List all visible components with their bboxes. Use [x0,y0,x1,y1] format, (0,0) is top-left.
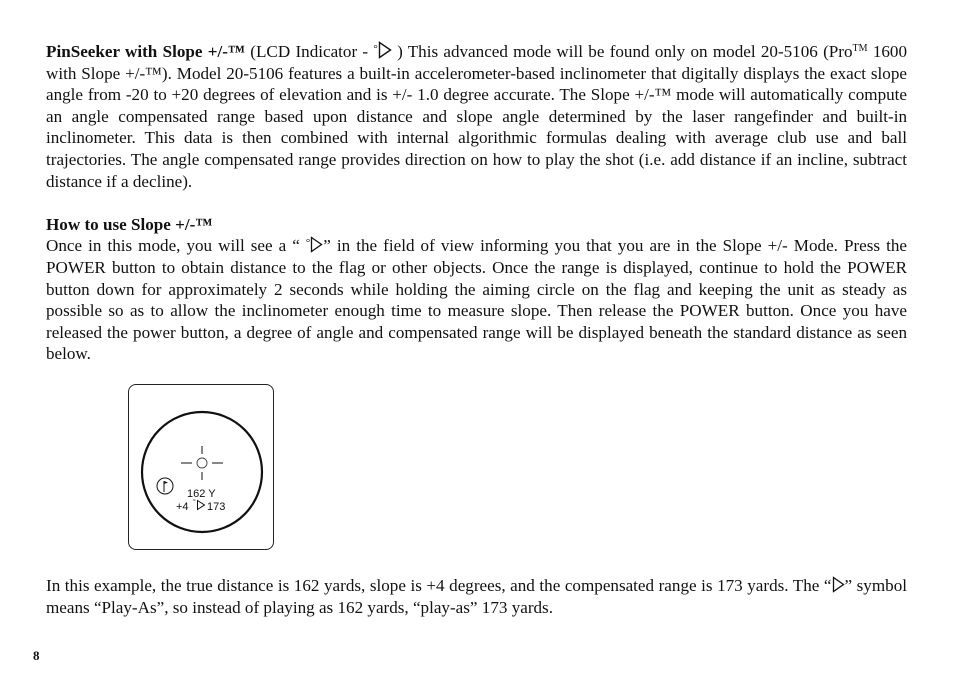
trademark-superscript: TM [852,43,868,54]
example-text-start: In this example, the true distance is 162 yards, slope is +4 degrees, and the compensated range is 173 yards. The “ [46,576,832,595]
slope-description-text: 1600 with Slope +/-™). Model 20-5106 features a built-in accelerometer-based inclinometer that digitally displays the exact slope angle from -20 to +20 degrees of elevation and is +/- 1.0 degree accurate. The Slope +/-™ mode will automatically compute an angle compensated range based upon distance and slope angle determined by the laser rangefinder and built-in inclinometer. This data is then combined with internal algorithmic formulas dealing with average club use and ball trajectories. The angle compensated range provides direction on how to play the shot (i.e. add distance if an incline, subtract distance if a decline). [46,42,908,191]
play-as-triangle-icon [832,576,845,593]
pinseeker-slope-paragraph [46,41,907,192]
page-number: 8 [33,648,40,663]
lcd-display-illustration [128,384,274,550]
lcd-distance-readout: 162 Y [187,488,216,500]
play-as-triangle-icon [378,41,392,59]
example-explanation [46,575,907,618]
example-text-end: ” symbol means “Play-As”, so instead of playing as 162 yards, “play-as” 173 yards. [46,576,907,617]
manual-page-content [46,41,907,365]
lcd-slope-readout: +4 [176,501,189,513]
degree-icon: ° [373,43,378,55]
flag-icon [157,478,173,494]
pinseeker-slope-heading: PinSeeker with Slope +/-™ [46,42,246,61]
lcd-play-as-readout: 173 [207,501,226,513]
play-as-triangle-icon [198,501,205,510]
model-intro-text: ) This advanced mode will be found only on model 20-5106 (Pro [391,42,853,61]
paragraph-spacer [46,192,907,214]
example-paragraph [46,575,907,618]
how-to-text-start: Once in this mode, you will see a “ [46,236,306,256]
degree-icon: ° [305,237,311,250]
lcd-view-svg [129,385,273,549]
lcd-indicator-intro: (LCD Indicator - [245,42,374,61]
degree-icon: ° [193,499,196,506]
play-as-triangle-icon [310,236,323,253]
how-to-text-body: ” in the field of view informing you that you are in the Slope +/- Mode. Press the POWER button to obtain distance to the flag or other objects. Once the range is displayed, continue to hold the POWER button down for approximately 2 seconds while holding the aiming circle on the flag and keeping the unit as steady as possible so as to allow the inclinometer enough time to measure slope. Then release the POWER button. Once you have released the power button, a degree of angle and compensated range will be displayed beneath the standard distance as seen below. [46,236,907,364]
how-to-use-paragraph [46,214,907,365]
how-to-use-heading: How to use Slope +/-™ [46,214,213,234]
crosshair-icon [181,446,223,480]
